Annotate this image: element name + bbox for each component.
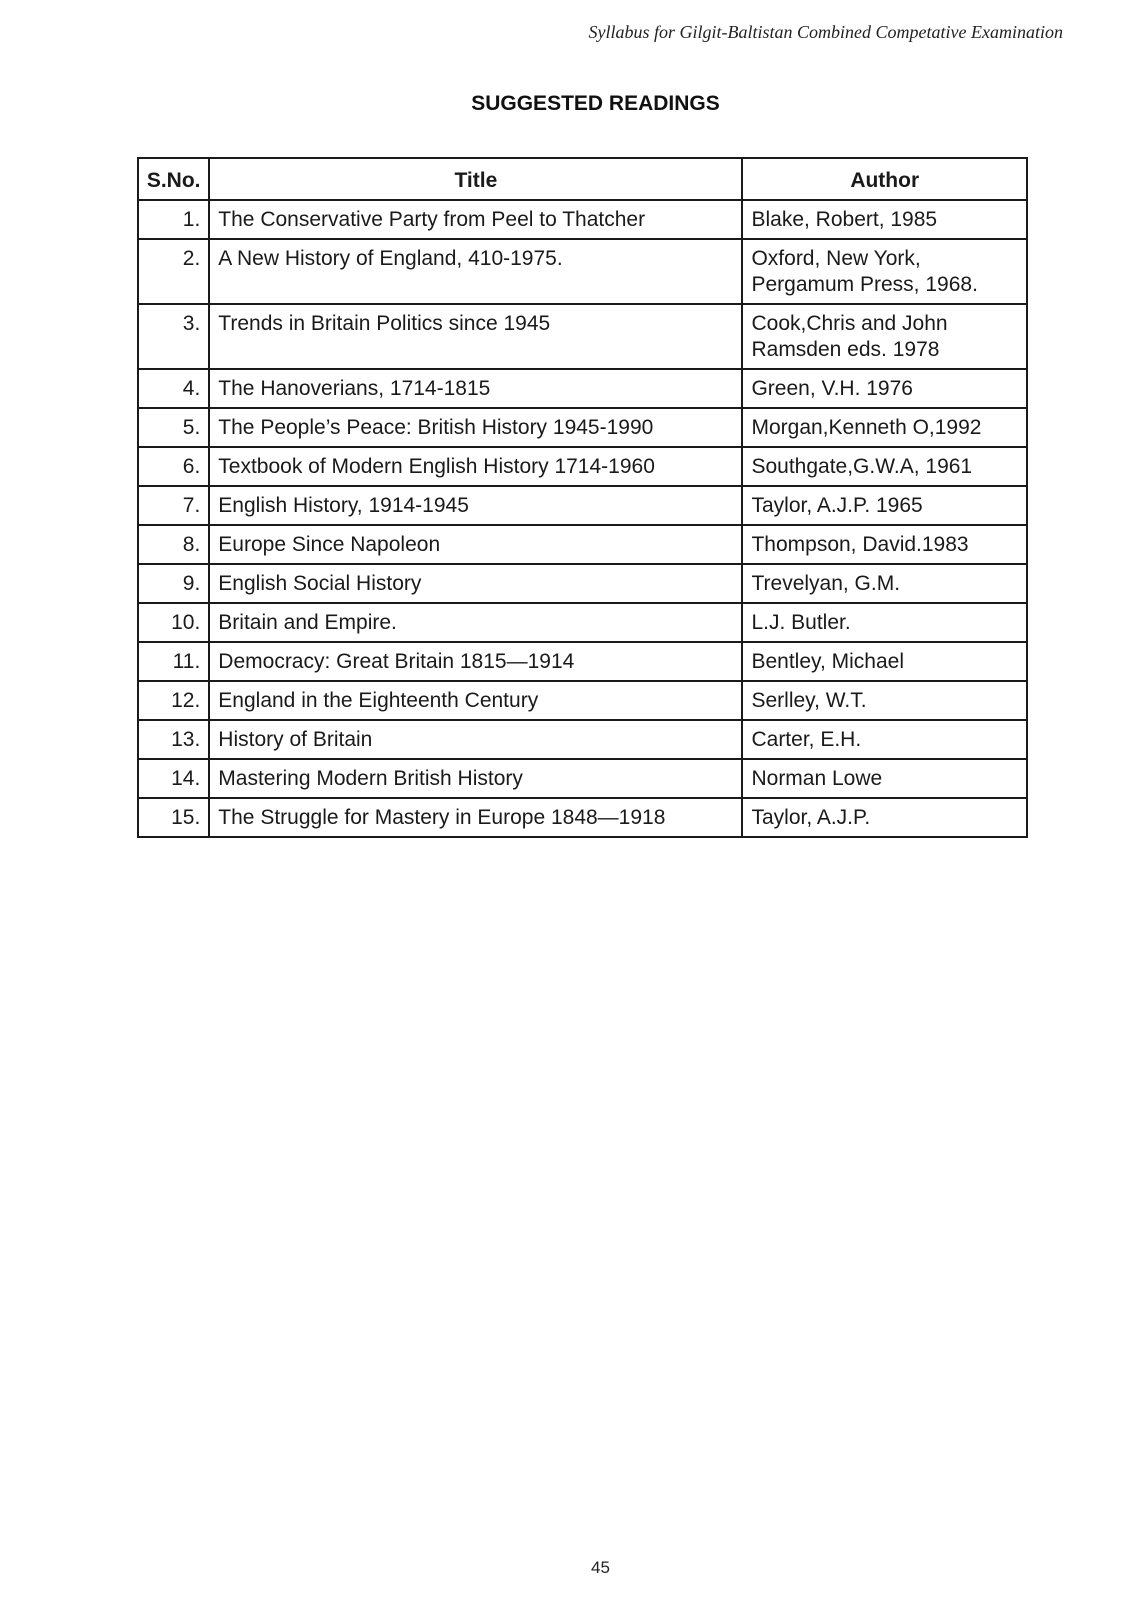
cell-sno: 11. bbox=[138, 642, 209, 681]
suggested-readings-table bbox=[137, 157, 1028, 838]
cell-title: Democracy: Great Britain 1815—1914 bbox=[209, 642, 742, 681]
table-row bbox=[138, 564, 1027, 603]
cell-title: England in the Eighteenth Century bbox=[209, 681, 742, 720]
cell-sno: 7. bbox=[138, 486, 209, 525]
cell-author: L.J. Butler. bbox=[742, 603, 1027, 642]
table-row bbox=[138, 304, 1027, 369]
cell-author: Carter, E.H. bbox=[742, 720, 1027, 759]
cell-title: The Hanoverians, 1714-1815 bbox=[209, 369, 742, 408]
cell-title: Britain and Empire. bbox=[209, 603, 742, 642]
cell-author: Blake, Robert, 1985 bbox=[742, 200, 1027, 239]
cell-sno: 9. bbox=[138, 564, 209, 603]
page-number: 45 bbox=[591, 1558, 610, 1577]
cell-sno: 14. bbox=[138, 759, 209, 798]
cell-author: Norman Lowe bbox=[742, 759, 1027, 798]
cell-author: Oxford, New York, Pergamum Press, 1968. bbox=[742, 239, 1027, 304]
cell-author: Southgate,G.W.A, 1961 bbox=[742, 447, 1027, 486]
cell-title: Mastering Modern British History bbox=[209, 759, 742, 798]
cell-sno: 6. bbox=[138, 447, 209, 486]
cell-author: Trevelyan, G.M. bbox=[742, 564, 1027, 603]
cell-sno: 13. bbox=[138, 720, 209, 759]
cell-title: English History, 1914-1945 bbox=[209, 486, 742, 525]
cell-sno: 12. bbox=[138, 681, 209, 720]
table-row bbox=[138, 408, 1027, 447]
cell-author: Taylor, A.J.P. 1965 bbox=[742, 486, 1027, 525]
cell-sno: 8. bbox=[138, 525, 209, 564]
table-row bbox=[138, 239, 1027, 304]
table-row bbox=[138, 642, 1027, 681]
cell-author: Bentley, Michael bbox=[742, 642, 1027, 681]
table-row bbox=[138, 798, 1027, 837]
table-row bbox=[138, 447, 1027, 486]
column-header-sno: S.No. bbox=[138, 158, 209, 200]
cell-title: The People’s Peace: British History 1945-1990 bbox=[209, 408, 742, 447]
cell-sno: 4. bbox=[138, 369, 209, 408]
cell-sno: 2. bbox=[138, 239, 209, 304]
table-row bbox=[138, 603, 1027, 642]
column-header-title: Title bbox=[209, 158, 742, 200]
cell-sno: 1. bbox=[138, 200, 209, 239]
cell-title: The Struggle for Mastery in Europe 1848—1918 bbox=[209, 798, 742, 837]
cell-author: Serlley, W.T. bbox=[742, 681, 1027, 720]
cell-author: Green, V.H. 1976 bbox=[742, 369, 1027, 408]
section-title: SUGGESTED READINGS bbox=[471, 92, 720, 115]
cell-sno: 3. bbox=[138, 304, 209, 369]
cell-title: A New History of England, 410-1975. bbox=[209, 239, 742, 304]
cell-title: Trends in Britain Politics since 1945 bbox=[209, 304, 742, 369]
cell-author: Cook,Chris and John Ramsden eds. 1978 bbox=[742, 304, 1027, 369]
column-header-author: Author bbox=[742, 158, 1027, 200]
cell-title: Textbook of Modern English History 1714-1960 bbox=[209, 447, 742, 486]
table-row bbox=[138, 525, 1027, 564]
table-row bbox=[138, 369, 1027, 408]
table-body bbox=[138, 200, 1027, 837]
cell-author: Thompson, David.1983 bbox=[742, 525, 1027, 564]
table-row bbox=[138, 486, 1027, 525]
cell-title: English Social History bbox=[209, 564, 742, 603]
cell-author: Taylor, A.J.P. bbox=[742, 798, 1027, 837]
cell-sno: 15. bbox=[138, 798, 209, 837]
cell-title: History of Britain bbox=[209, 720, 742, 759]
running-header: Syllabus for Gilgit-Baltistan Combined Competative Examination bbox=[588, 22, 1063, 42]
cell-title: Europe Since Napoleon bbox=[209, 525, 742, 564]
cell-sno: 10. bbox=[138, 603, 209, 642]
cell-sno: 5. bbox=[138, 408, 209, 447]
table-row bbox=[138, 720, 1027, 759]
cell-title: The Conservative Party from Peel to Thatcher bbox=[209, 200, 742, 239]
table-row bbox=[138, 759, 1027, 798]
cell-author: Morgan,Kenneth O,1992 bbox=[742, 408, 1027, 447]
table-header-row bbox=[138, 158, 1027, 200]
table-row bbox=[138, 681, 1027, 720]
table-row bbox=[138, 200, 1027, 239]
